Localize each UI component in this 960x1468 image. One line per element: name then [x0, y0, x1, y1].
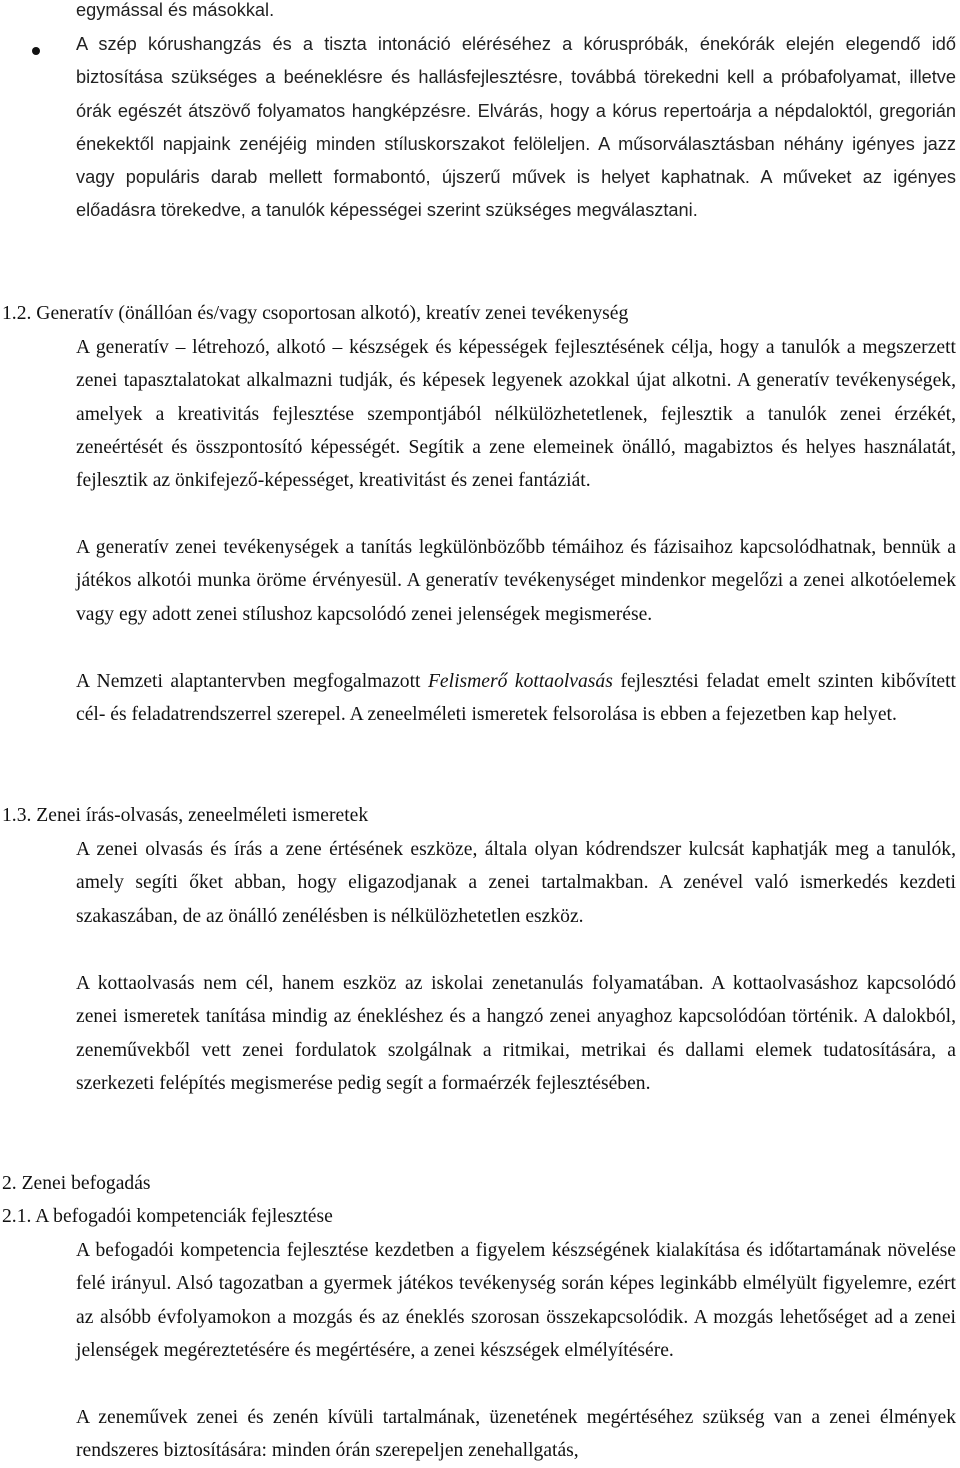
section-heading-1-3: 1.3. Zenei írás-olvasás, zeneelméleti ismeretek	[2, 805, 369, 826]
section-1-2-paragraph-1: A generatív ‒ létrehozó, alkotó ‒ készségek és képességek fejlesztésének célja, hogy a tanulók a megszerzett zenei tapasztalatokat alkalmazni tudják, és képesek legyenek azokkal újat alkotni. A generatív tevékenységek, amelyek a kreativitás fejlesztése szempontjából nélkülözhetetlenek, fejlesztik a tanulók zenei érzékét, zeneértését és összpontosító képességét. Segítik a zene elemeinek önálló, magabiztos és helyes használatát, fejlesztik az önkifejező-képességet, kreativitást és zenei fantáziát.	[76, 337, 956, 492]
bullet-icon	[32, 47, 40, 55]
p3-text-after: fejlesztési feladat emelt szinten kibővített cél- és feladatrendszerrel szerepel. A zeneelméleti ismeretek felsorolása is ebben a fejezetben kap helyet.	[76, 671, 956, 726]
top-fragment: egymással és másokkal.	[76, 0, 275, 20]
section-heading-2: 2. Zenei befogadás	[2, 1173, 151, 1194]
bullet-text-3: A műveket az igényes előadásra törekedve, a tanulók képességei szerint szükséges megválasztani.	[76, 167, 956, 221]
section-2-1-paragraph-2: A zeneművek zenei és zenén kívüli tartalmának, üzenetének megértéséhez szükség van a zenei élmények rendszeres biztosítására: minden órán szerepeljen zenehallgatás,	[76, 1407, 956, 1462]
bullet-text-2: A műsorválasztásban néhány igényes jazz vagy populáris darab mellett formabontó, újszerű művek is helyet kaphatnak.	[76, 133, 956, 188]
section-2-1-paragraph-1: A befogadói kompetencia fejlesztése kezdetben a figyelem készségének kialakítása és időtartamának növelése felé irányul. Alsó tagozatban a gyermek játékos tevékenység során képes leginkább elmélyült figyelemre, ezért az alsóbb évfolyamokon a mozgás és az éneklés szorosan összekapcsolódik. A mozgás lehetőséget ad a zenei jelenségek megéreztetésére és megértésére, a zenei készségek elmélyítésére.	[76, 1240, 956, 1361]
section-1-2-paragraph-3	[76, 665, 956, 732]
section-1-2-paragraph-2: A generatív zenei tevékenységek a tanítás legkülönbözőbb témáihoz és fázisaihoz kapcsolódhatnak, bennük a játékos alkotói munka öröme érvényesül. A generatív tevékenységet mindenkor megelőzi a zenei alkotóelemek vagy egy adott zenei stílushoz kapcsolódó zenei jelenségek megismerése.	[76, 537, 956, 625]
p3-italic-term: Felismerő kottaolvasás	[427, 671, 613, 692]
bullet-text-1: A szép kórushangzás és a tiszta intonáció eléréséhez a kóruspróbák, énekórák elején elegendő idő biztosítása szükséges a beéneklésre és hallásfejlesztésre, továbbá törekedni kell a próbafolyamat, illetve órák egészét átszövő folyamatos hangképzésre. Elvárás, hogy a kórus repertoárja a népdaloktól, gregorián énekektől napjaink zenéjéig minden stíluskorszakot felöleljen.	[76, 34, 956, 154]
section-1-3-paragraph-2: A kottaolvasás nem cél, hanem eszköz az iskolai zenetanulás folyamatában. A kottaolvasáshoz kapcsolódó zenei ismeretek tanítása mindig az énekléshez és a hangzó zenei anyaghoz kapcsolódóan történik. A dalokból, zeneművekből vett zenei fordulatok szolgálnak a ritmikai, metrikai és dallami elemek tudatosítására, a szerkezeti felépítés megismerése pedig segít a formaérzék fejlesztésében.	[76, 973, 956, 1094]
section-heading-1-2: 1.2. Generatív (önállóan és/vagy csoportosan alkotó), kreatív zenei tevékenység	[2, 303, 629, 324]
section-1-3-paragraph-1: A zenei olvasás és írás a zene értésének eszköze, általa olyan kódrendszer kulcsát kaphatják meg a tanulók, amely segíti őket abban, hogy eligazodjanak a zenei tartalmakban. A zenével való ismerkedés kezdeti szakaszában, de az önálló zenélésben is nélkülözhetetlen eszköz.	[76, 839, 956, 927]
p3-text-before: A Nemzeti alaptantervben megfogalmazott	[76, 671, 428, 692]
section-heading-2-1: 2.1. A befogadói kompetenciák fejlesztése	[2, 1206, 333, 1227]
bullet-paragraph	[76, 28, 956, 228]
